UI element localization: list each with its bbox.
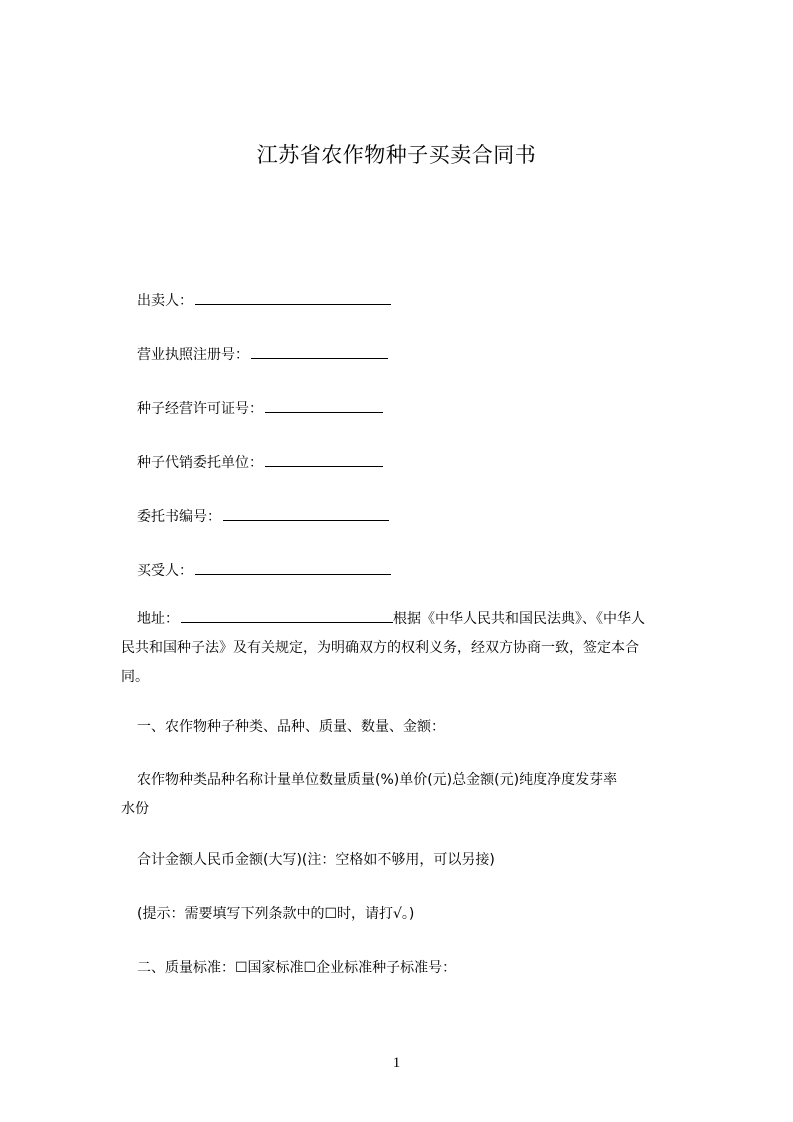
commission-no-field (137, 506, 389, 528)
commission-no-blank[interactable] (223, 506, 389, 521)
document-title: 江苏省农作物种子买卖合同书 (256, 143, 537, 167)
license-blank[interactable] (251, 344, 388, 359)
page-number: 1 (392, 1055, 401, 1071)
address-blank[interactable] (181, 608, 393, 623)
seed-permit-blank[interactable] (265, 398, 383, 413)
agent-unit-label: 种子代销委托单位： (137, 455, 263, 471)
preamble-paragraph (121, 605, 711, 692)
seller-label: 出卖人： (137, 293, 193, 309)
agent-unit-field (137, 452, 383, 474)
table-header-paragraph (121, 766, 711, 824)
buyer-label: 买受人： (137, 563, 193, 579)
seed-permit-label: 种子经营许可证号： (137, 401, 263, 417)
address-label: 地址： (137, 611, 179, 627)
table-header-line-2: 水份 (121, 801, 149, 817)
seller-blank[interactable] (195, 290, 391, 305)
commission-no-label: 委托书编号： (137, 509, 221, 525)
total-amount-line: 合计金额人民币金额(大写)(注：空格如不够用，可以另接) (137, 852, 495, 868)
table-header-line-1: 农作物种类品种名称计量单位数量质量(%)单价(元)总金额(元)纯度净度发芽率 (137, 772, 618, 788)
seed-permit-field (137, 398, 383, 420)
preamble-line-1: 根据《中华人民共和国民法典》、《中华人 (393, 611, 645, 627)
preamble-line-2: 民共和国种子法》及有关规定，为明确双方的权利义务，经双方协商一致，签定本合 (121, 640, 639, 656)
buyer-field (137, 560, 391, 582)
seller-field (137, 290, 391, 312)
section-2-heading: 二、质量标准：☐国家标准☐企业标准种子标准号： (137, 960, 457, 976)
hint-line: (提示：需要填写下列条款中的☐时，请打√。) (137, 906, 415, 922)
preamble-line-3: 同。 (121, 669, 149, 685)
section-1-heading: 一、农作物种子种类、品种、质量、数量、金额： (137, 719, 445, 735)
license-label: 营业执照注册号： (137, 347, 249, 363)
license-field (137, 344, 388, 366)
buyer-blank[interactable] (195, 560, 391, 575)
agent-unit-blank[interactable] (265, 452, 383, 467)
